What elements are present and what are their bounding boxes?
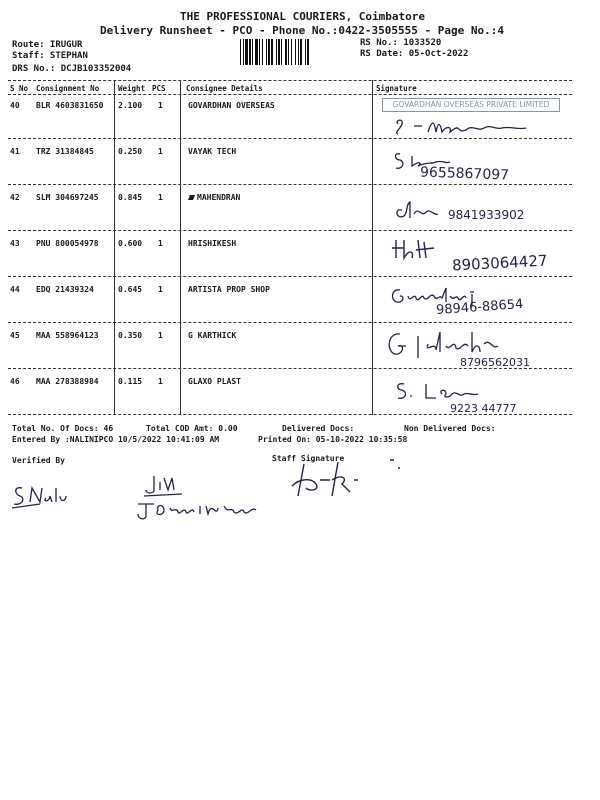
verifier-signature-2	[124, 470, 264, 520]
row-sno: 45	[10, 331, 20, 340]
col-header-signature: Signature	[376, 84, 417, 93]
table-top-rule	[8, 80, 572, 81]
verifier-signature-1	[12, 484, 68, 510]
signature-row-46	[394, 380, 484, 402]
total-docs: Total No. Of Docs: 46	[12, 424, 114, 433]
row-sno: 42	[10, 193, 20, 202]
row-sno: 40	[10, 101, 20, 110]
phone-glyph-icon	[187, 194, 196, 201]
row-consignee: ARTISTA PROP SHOP	[188, 285, 270, 294]
col-header-consignment: Consignment No	[36, 84, 100, 93]
col-header-consignee: Consignee Details	[186, 84, 263, 93]
row-pcs: 1	[158, 147, 163, 156]
row-weight: 2.100	[118, 101, 143, 110]
route: Route: IRUGUR	[12, 40, 83, 50]
row-weight: 0.645	[118, 285, 143, 294]
company-stamp: GOVARDHAN OVERSEAS PRIVATE LIMITED	[382, 98, 560, 112]
non-delivered-docs: Non Delivered Docs:	[404, 424, 496, 433]
row-consignment: MAA 278388984	[36, 377, 99, 386]
printed-on: Printed On: 05-10-2022 10:35:58	[258, 435, 408, 444]
staff-signature	[290, 456, 410, 502]
handwritten-phone: 9841933902	[448, 208, 525, 222]
row-sno: 43	[10, 239, 20, 248]
entered-by: Entered By :NALINIPCO 10/5/2022 10:41:09 AM	[12, 435, 220, 444]
rs-date: RS Date: 05-Oct-2022	[360, 49, 469, 59]
row-rule	[8, 230, 572, 231]
signature-row-43	[390, 238, 440, 262]
handwritten-phone: 8796562031	[460, 356, 530, 369]
row-weight: 0.115	[118, 377, 143, 386]
row-consignment: SLM 304697245	[36, 193, 99, 202]
drs-number: DRS No.: DCJB103352004	[12, 64, 132, 74]
rs-number: RS No.: 1033520	[360, 38, 442, 48]
handwritten-phone: 98946-88654	[435, 296, 524, 319]
row-consignee: HRISHIKESH	[188, 239, 237, 248]
barcode	[240, 39, 356, 65]
verified-by-label: Verified By	[12, 456, 65, 465]
row-rule	[8, 184, 572, 185]
row-weight: 0.250	[118, 147, 143, 156]
row-weight: 0.350	[118, 331, 143, 340]
company-title: THE PROFESSIONAL COURIERS, Coimbatore	[180, 10, 426, 23]
row-consignee: VAYAK TECH	[188, 147, 237, 156]
row-pcs: 1	[158, 331, 163, 340]
total-cod: Total COD Amt: 0.00	[146, 424, 238, 433]
row-consignment: PNU 800054978	[36, 239, 99, 248]
handwritten-phone: 8903064427	[451, 251, 548, 275]
staff-signature-label: Staff Signature	[272, 454, 345, 463]
row-weight: 0.845	[118, 193, 143, 202]
handwritten-phone: 9223 44777	[450, 402, 517, 415]
row-pcs: 1	[158, 377, 163, 386]
table-header-rule	[8, 94, 572, 95]
col-header-sno: S No	[10, 84, 29, 93]
row-sno: 44	[10, 285, 20, 294]
delivered-docs: Delivered Docs:	[282, 424, 355, 433]
row-consignee: G KARTHICK	[188, 331, 237, 340]
col-header-pcs: PCS	[152, 84, 166, 93]
row-consignment: MAA 558964123	[36, 331, 99, 340]
signature-row-42	[392, 200, 440, 224]
col-divider	[180, 80, 181, 415]
row-pcs: 1	[158, 239, 163, 248]
col-header-weight: Weight	[118, 84, 146, 93]
row-pcs: 1	[158, 101, 163, 110]
row-pcs: 1	[158, 285, 163, 294]
row-weight: 0.600	[118, 239, 143, 248]
row-consignment: EDQ 21439324	[36, 285, 94, 294]
row-rule	[8, 138, 572, 139]
row-sno: 41	[10, 147, 20, 156]
row-consignment: TRZ 31384845	[36, 147, 94, 156]
row-consignee: GOVARDHAN OVERSEAS	[188, 101, 275, 110]
row-pcs: 1	[158, 193, 163, 202]
col-divider	[114, 80, 115, 415]
row-consignee: GLAXO PLAST	[188, 377, 241, 386]
staff: Staff: STEPHAN	[12, 51, 88, 61]
row-consignee: MAHENDRAN	[197, 193, 241, 202]
row-sno: 46	[10, 377, 20, 386]
row-rule	[8, 322, 572, 323]
row-rule	[8, 276, 572, 277]
row-consignment: BLR 4603831650	[36, 101, 104, 110]
runsheet-title: Delivery Runsheet - PCO - Phone No.:0422-3505555 - Page No.:4	[100, 24, 504, 37]
col-divider	[372, 80, 373, 415]
handwritten-phone: 9655867097	[419, 164, 510, 184]
signature-row-40	[392, 116, 560, 138]
